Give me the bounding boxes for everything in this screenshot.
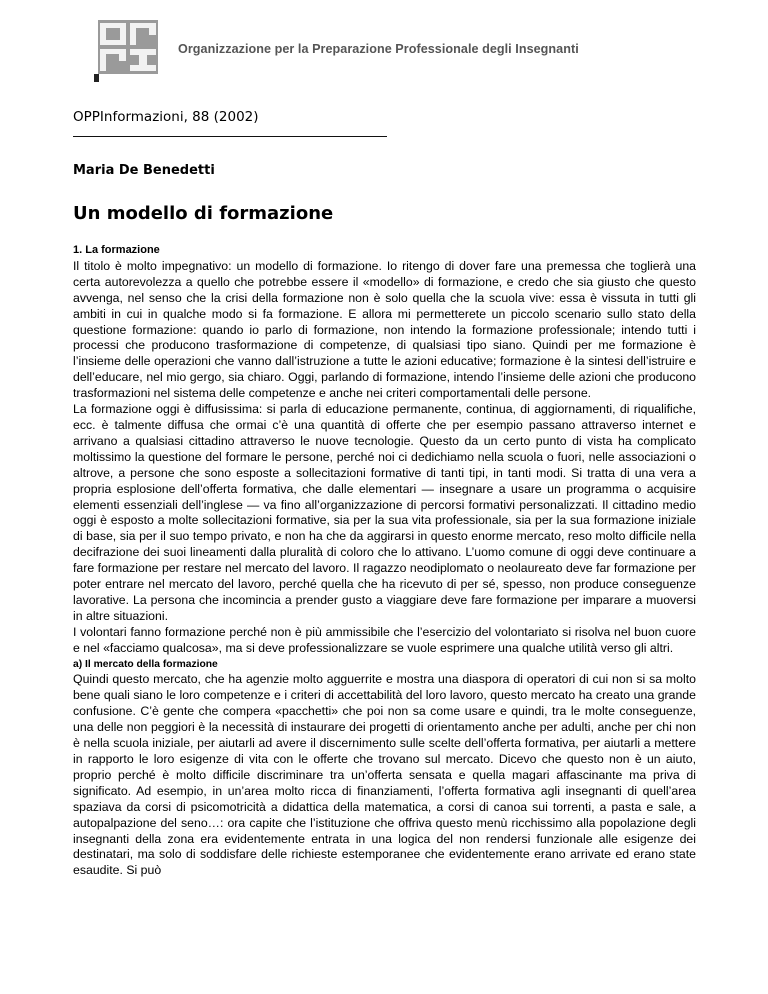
oppi-logo [94,20,164,84]
paragraph: La formazione oggi è diffusissima: si parla di educazione permanente, continua, di aggiornamenti, di riqualifiche, ecc. è talmente diffusa che ormai c’è una quantità di offerte che per esempio passano attraverso internet e arrivano a qualsiasi cittadino attraverso le nuove tecnologie. Questo da un certo punto di vista ha complicato moltissimo la questione del formare le persone, perché noi ci dedichiamo nella scuola o fuori, nelle associazioni o altrove, a persone che sono esposte a sollecitazioni formative di tanti tipi, in tanti modi. Si tratta di una vera a propria esplosione dell’offerta formativa, che dalle elementari — insegnare a usare un programma o acquisire elementi essenziali dell’inglese — va fino all’organizzazione di percorsi formativi personalizzati. Il cittadino medio oggi è esposto a molte sollecitazioni formative, sia per la sua vita professionale, sia per la sua formazione iniziale di base, sia per il suo tempo privato, e non ha che da aggirarsi in questo enorme mercato, reso molto difficile nella decifrazione dei suoi lineamenti dalla pluralità di coloro che lo attivano. L’uomo comune di oggi deve continuare a fare formazione per restare nel mercato del lavoro. Il ragazzo neodiplomato o neolaureato deve far formazione per poter entrare nel mercato del lavoro, perché quella che ha ricevuto di per sé, spesso, non produce conseguenze lavorative. La persona che incomincia a prender gusto a viaggiare deve fare formazione per imparare a muoversi in altre situazioni. [73,402,696,623]
author-name: Maria De Benedetti [73,163,215,178]
section-heading: 1. La formazione [73,244,160,256]
paragraph: Il titolo è molto impegnativo: un modello di formazione. Io ritengo di dover fare una premessa che toglierà una certa autorevolezza a quello che potrebbe essere il «modello» di formazione, e credo che sia giusto che questo avvenga, nel senso che la crisi della formazione non è solo quella che la scuola vive: essa è vissuta in tutti gli ambiti in cui in qualche modo si fa formazione. E allora mi permetterete un piccolo scenario sullo stato della questione formazione: quando io parlo di formazione, non intendo la formazione professionale; intendo tutti i processi che producono trasformazione di competenze, di qualsiasi tipo siano. Quindi per me formazione è l’insieme delle operazioni che vanno dall’istruzione a tutte le azioni educative; formazione è la sintesi dell’istruire e dell’educare, nel mio gergo, sia chiaro. Oggi, parlando di formazione, intendo l’insieme delle azioni che producono trasformazioni nel sistema delle competenze e anche nei criteri comportamentali delle persone. [73,258,696,401]
article-title: Un modello di formazione [73,203,334,224]
separator-line [73,136,387,137]
paragraph: Quindi questo mercato, che ha agenzie molto agguerrite e mostra una diaspora di operatori di cui non si sa molto bene quali siano le loro competenze e i criteri di accettabilità del loro lavoro, questo mercato ha creato una grande confusione. C’è gente che compera «pacchetti» che poi non sa come usare e quindi, tra le molte conseguenze, una delle non peggiori è la necessità di instaurare dei progetti di orientamento anche per adulti, anche per chi non è nella scuola iniziale, per aiutarli ad avere il discernimento sulle scelte dell’offerta formativa, per aiutarli a mettere in rapporto le loro esigenze di vita con le offerte che trovano sul mercato. Dicevo che questo non è un aiuto, proprio perché è molto difficile discriminare tra un’offerta sensata e quella magari affascinante ma priva di significato. Ad esempio, in un’area molto ricca di finanziamenti, l’offerta formativa agli insegnanti di quell’area spaziava da corsi di psicomotricità a didattica della matematica, a corsi di canoa sui torrenti, a pasta e sale, a autopalpazione del seno…: ora capite che l’istituzione che offriva questo menù ricchissimo alla popolazione degli insegnanti della zona era evidentemente entrata in una logica del non rendersi funzionale alle esigenze dei destinatari, ma solo di soddisfare delle richieste estemporanee che evidentemente erano arrivate ed erano state esaudite. Si può [73,672,696,878]
organization-name: Organizzazione per la Preparazione Professionale degli Insegnanti [178,42,579,56]
subsection-heading: a) Il mercato della formazione [73,658,218,670]
article-body [73,243,696,879]
publication-reference: OPPInformazioni, 88 (2002) [73,109,259,125]
paragraph: I volontari fanno formazione perché non è più ammissibile che l’esercizio del volontariato si risolva nel buon cuore e nel «facciamo qualcosa», ma si deve professionalizzare se vuole esprimere una qualche utilità verso gli altri. [73,624,696,655]
